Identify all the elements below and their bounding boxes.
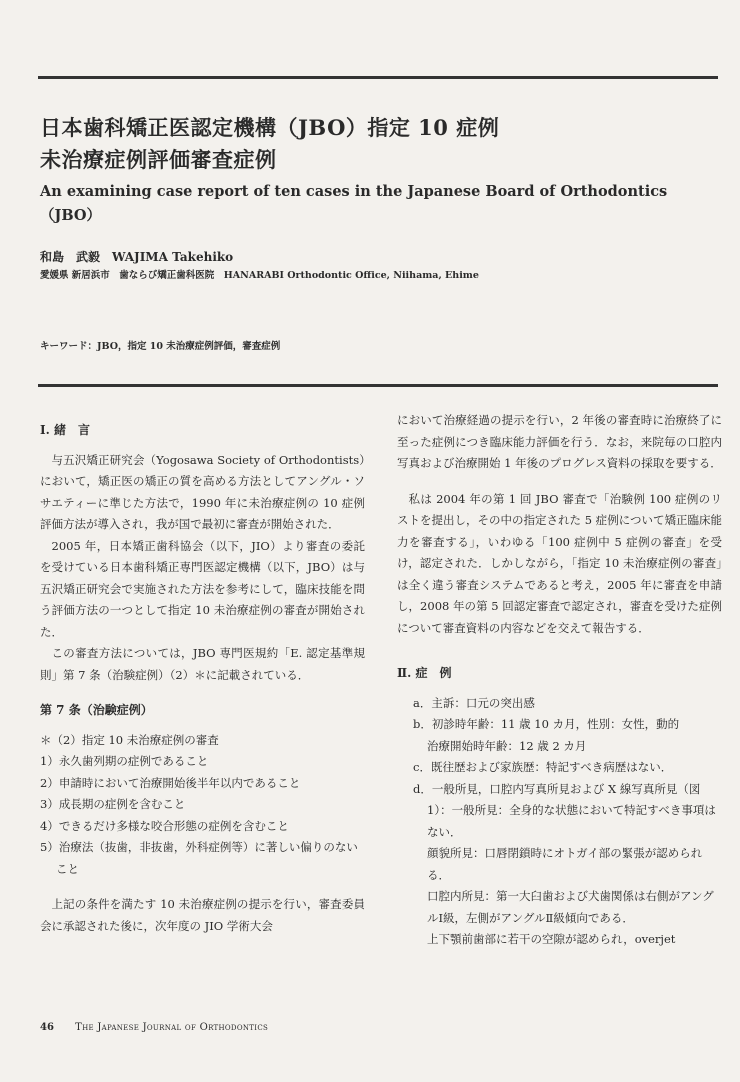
case-item: a．主訴：口元の突出感 [413, 695, 535, 710]
case-item: d．一般所見，口腔内写真所見および X 線写真所見（図 1）：一般所見：全身的な状態において特記すべき事項はない． [413, 781, 716, 839]
case-item: b．初診時年齢：11 歳 10 カ月，性別：女性，動的 [413, 717, 680, 731]
top-rule [38, 76, 718, 79]
section-heading-case: Ⅱ. 症 例 [397, 666, 452, 680]
journal-name: The Japanese Journal of Orthodontics [75, 1022, 269, 1033]
list-item: 1）永久歯列期の症例であること [40, 754, 209, 768]
case-item-cont: 上下顎前歯部に若干の空隙が認められ，overjet [427, 932, 676, 946]
list-item: 4）できるだけ多様な咬合形態の症例を含むこと [40, 818, 289, 833]
article-heading: 第 7 条（治験症例） [40, 703, 153, 717]
author-affiliation: 愛媛県 新居浜市 歯ならび矯正歯科医院 HANARABI Orthodontic Office, Niihama, Ehime [40, 270, 479, 281]
case-item-cont: 顔貌所見：口唇閉鎖時にオトガイ部の緊張が認められる． [427, 846, 703, 882]
list-item: ＊（2）指定 10 未治療症例の審査 [40, 732, 219, 747]
left-column [40, 410, 365, 937]
list-item: 5）治療法（抜歯，非抜歯，外科症例等）に著しい偏りのないこと [40, 840, 358, 876]
article-list [40, 730, 365, 881]
mid-rule [38, 384, 718, 387]
section-heading-intro: Ⅰ. 緒 言 [40, 423, 90, 437]
title-jp-line1: 日本歯科矯正医認定機構（JBO）指定 10 症例 [40, 115, 500, 140]
right-column [397, 410, 722, 951]
case-item: c．既往歴および家族歴：特記すべき病歴はない． [413, 760, 673, 774]
title-en: An examining case report of ten cases in the Japanese Board of Orthodontics（JBO） [40, 183, 668, 224]
list-item: 3）成長期の症例を含むこと [40, 797, 186, 811]
page-footer [40, 1022, 268, 1033]
case-item-cont: 口腔内所見：第一大臼歯および犬歯関係は右側がアングルⅠ級，左側がアングルⅡ級傾向である． [427, 889, 714, 925]
paragraph: 与五沢矯正研究会（Yogosawa Society of Orthodontists）において，矯正医の矯正の質を高める方法としてアングル・ソサエティーに準じた方法で，1990 年に未治療症例の 10 症例評価方法が導入され，我が国で最初に審査が開始された． [40, 452, 365, 531]
list-item: 2）申請時において治療開始後半年以内であること [40, 775, 301, 790]
author-name: 和島 武毅 WAJIMA Takehiko [40, 250, 234, 264]
article-title-block [40, 112, 700, 228]
case-item-cont: 治療開始時年齢：12 歳 2 カ月 [427, 738, 587, 753]
case-list [397, 693, 722, 951]
title-jp-line2: 未治療症例評価審査症例 [40, 147, 277, 172]
page-number: 46 [40, 1022, 54, 1033]
author-block [40, 248, 700, 284]
paragraph: 2005 年，日本矯正歯科協会（以下，JIO）より審査の委託を受けている日本歯科矯正専門医認定機構（以下，JBO）は与五沢矯正研究会で実施された方法を参考にして，臨床技能を問う評価方法の一つとして指定 10 未治療症例の審査が開始された． [40, 538, 365, 639]
paragraph: 上記の条件を満たす 10 未治療症例の提示を行い，審査委員会に承認された後に，次年度の JIO 学術大会 [40, 897, 365, 933]
paragraph: において治療経過の提示を行い，2 年後の審査時に治療終了に至った症例につき臨床能力評価を行う．なお，来院毎の口腔内写真および治療開始 1 年後のプログレス資料の採取を要する． [397, 413, 722, 470]
keywords: キーワード：JBO，指定 10 未治療症例評価，審査症例 [40, 341, 281, 352]
paragraph: 私は 2004 年の第 1 回 JBO 審査で「治験例 100 症例のリストを提出し，その中の指定された 5 症例について矯正臨床能力を審査する」，いわゆる「100 症例中 5 症例の審査」を受け，認定された．しかしながら，「指定 10 未治療症例の審査」は全く違う審査システムであると考え，2005 年に審査を申請し，2008 年の第 5 回認定審査で認定され，審査を受けた症例について審査資料の内容などを交えて報告する． [397, 491, 722, 635]
paragraph: この審査方法については，JBO 専門医規約「E. 認定基準規則」第 7 条（治験症例）（2）＊に記載されている． [40, 646, 365, 682]
